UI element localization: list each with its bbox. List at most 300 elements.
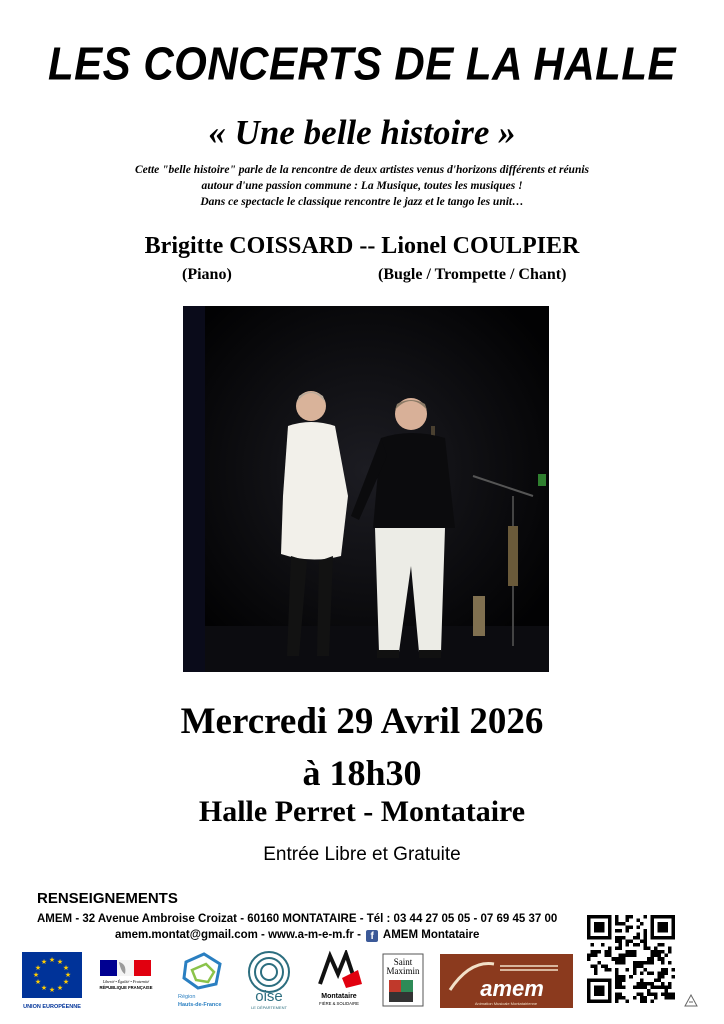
qr-module	[643, 961, 647, 965]
qr-module	[647, 947, 651, 951]
qr-module	[626, 950, 630, 954]
qr-module	[615, 978, 619, 982]
qr-module	[661, 936, 665, 940]
qr-module	[615, 971, 619, 975]
qr-module	[643, 996, 647, 1000]
qr-module	[664, 996, 668, 1000]
qr-module	[661, 961, 665, 965]
qr-module	[657, 915, 661, 919]
qr-module	[608, 996, 612, 1000]
qr-module	[661, 968, 665, 972]
saint-label: Saint	[393, 957, 413, 967]
qr-module	[594, 985, 598, 989]
qr-module	[626, 919, 630, 923]
qr-module	[629, 915, 633, 919]
qr-module	[664, 926, 668, 930]
qr-module	[633, 964, 637, 968]
qr-module	[671, 926, 675, 930]
address-line: AMEM - 32 Avenue Ambroise Croizat - 60160 MONTATAIRE - Tél : 03 44 27 05 05 - 07 69 45 37 00	[37, 913, 558, 925]
qr-module	[598, 915, 602, 919]
qr-module	[668, 996, 672, 1000]
artists-photo	[183, 306, 549, 672]
description-line: Cette "belle histoire" parle de la rencontre de deux artistes venus d'horizons différents et réunis	[134, 164, 590, 176]
event-time: à 18h30	[302, 753, 422, 793]
qr-module	[636, 961, 640, 965]
qr-module	[661, 957, 665, 961]
qr-module	[643, 982, 647, 986]
qr-module	[591, 936, 595, 940]
qr-module	[650, 985, 654, 989]
qr-module	[594, 915, 598, 919]
qr-module	[643, 933, 647, 937]
qr-module	[654, 915, 658, 919]
qr-module	[591, 915, 595, 919]
qr-module	[594, 978, 598, 982]
montataire-label: Montataire	[321, 993, 357, 1000]
qr-module	[587, 982, 591, 986]
qr-module	[587, 926, 591, 930]
info-heading: RENSEIGNEMENTS	[37, 890, 178, 907]
qr-module	[608, 968, 612, 972]
qr-module	[664, 915, 668, 919]
qr-module	[601, 922, 605, 926]
qr-module	[598, 929, 602, 933]
qr-module	[640, 922, 644, 926]
qr-module	[619, 961, 623, 965]
qr-module	[647, 957, 651, 961]
qr-module	[626, 999, 630, 1003]
qr-module	[626, 968, 630, 972]
qr-module	[598, 926, 602, 930]
qr-module	[619, 940, 623, 944]
qr-module	[608, 936, 612, 940]
svg-text:★: ★	[62, 964, 70, 972]
qr-module	[601, 929, 605, 933]
qr-module	[594, 954, 598, 958]
qr-module	[622, 996, 626, 1000]
qr-module	[636, 992, 640, 996]
qr-module	[615, 982, 619, 986]
qr-module	[661, 992, 665, 996]
svg-text:★: ★	[48, 986, 56, 994]
qr-module	[622, 975, 626, 979]
qr-module	[650, 936, 654, 940]
qr-module	[594, 929, 598, 933]
qr-module	[668, 985, 672, 989]
qr-module	[633, 936, 637, 940]
qr-module	[629, 940, 633, 944]
qr-module	[601, 999, 605, 1003]
qr-module	[643, 999, 647, 1003]
qr-module	[668, 982, 672, 986]
qr-module	[598, 985, 602, 989]
oise-sub: LE DÉPARTEMENT	[251, 1005, 287, 1010]
qr-module	[650, 915, 654, 919]
qr-module	[629, 950, 633, 954]
description-line: autour d'une passion commune : La Musique, toutes les musiques !	[201, 180, 523, 192]
qr-module	[657, 950, 661, 954]
qr-module	[615, 968, 619, 972]
qr-module	[657, 954, 661, 958]
qr-module	[619, 954, 623, 958]
qr-module	[587, 936, 591, 940]
oise-logo	[243, 950, 295, 1010]
qr-module	[591, 978, 595, 982]
qr-module	[650, 992, 654, 996]
svg-text:★: ★	[56, 958, 64, 966]
qr-module	[587, 919, 591, 923]
qr-module	[587, 954, 591, 958]
qr-module	[661, 975, 665, 979]
qr-module	[671, 996, 675, 1000]
qr-module	[598, 992, 602, 996]
qr-module	[619, 996, 623, 1000]
qr-module	[615, 992, 619, 996]
qr-module	[633, 950, 637, 954]
qr-module	[636, 936, 640, 940]
qr-module	[636, 933, 640, 937]
qr-module	[650, 999, 654, 1003]
svg-text:★: ★	[40, 984, 48, 992]
qr-module	[615, 936, 619, 940]
qr-module	[640, 978, 644, 982]
amem-logo	[440, 950, 573, 1010]
qr-module	[615, 947, 619, 951]
qr-module	[622, 978, 626, 982]
qr-module	[594, 926, 598, 930]
qr-module	[601, 989, 605, 993]
qr-module	[664, 968, 668, 972]
region-name: Hauts-de-France	[178, 1002, 222, 1008]
qr-module	[668, 936, 672, 940]
qr-module	[629, 975, 633, 979]
qr-module	[619, 992, 623, 996]
qr-module	[643, 936, 647, 940]
qr-module	[622, 954, 626, 958]
qr-module	[650, 929, 654, 933]
qr-module	[619, 929, 623, 933]
qr-module	[608, 978, 612, 982]
qr-module	[647, 971, 651, 975]
qr-module	[619, 982, 623, 986]
qr-module	[598, 978, 602, 982]
maximin-label: Maximin	[386, 966, 420, 976]
qr-module	[636, 982, 640, 986]
rf-motto: Liberté • Égalité • Fraternité	[102, 979, 150, 984]
qr-module	[643, 968, 647, 972]
qr-module	[643, 943, 647, 947]
qr-module	[664, 985, 668, 989]
svg-text:★: ★	[62, 978, 70, 986]
qr-module	[654, 985, 658, 989]
role-piano: (Piano)	[182, 266, 232, 283]
qr-module	[591, 943, 595, 947]
entry-info: Entrée Libre et Gratuite	[263, 844, 461, 865]
qr-module	[671, 968, 675, 972]
qr-module	[633, 996, 637, 1000]
svg-text:★: ★	[40, 958, 48, 966]
qr-module	[591, 950, 595, 954]
qr-module	[622, 957, 626, 961]
qr-code[interactable]	[587, 915, 675, 1003]
qr-module	[668, 947, 672, 951]
qr-module	[594, 968, 598, 972]
qr-module	[633, 971, 637, 975]
qr-module	[619, 947, 623, 951]
qr-module	[608, 999, 612, 1003]
qr-module	[601, 936, 605, 940]
qr-module	[661, 971, 665, 975]
qr-module	[633, 985, 637, 989]
qr-module	[619, 975, 623, 979]
qr-module	[643, 929, 647, 933]
qr-module	[594, 999, 598, 1003]
qr-module	[587, 933, 591, 937]
qr-module	[598, 989, 602, 993]
qr-module	[587, 915, 591, 919]
qr-module	[671, 992, 675, 996]
qr-module	[622, 922, 626, 926]
qr-module	[643, 940, 647, 944]
qr-module	[661, 926, 665, 930]
qr-module	[587, 922, 591, 926]
qr-module	[629, 954, 633, 958]
qr-module	[664, 989, 668, 993]
qr-module	[615, 996, 619, 1000]
qr-module	[647, 992, 651, 996]
qr-module	[654, 936, 658, 940]
qr-module	[664, 992, 668, 996]
qr-module	[661, 929, 665, 933]
qr-module	[598, 950, 602, 954]
qr-module	[587, 992, 591, 996]
qr-module	[664, 929, 668, 933]
qr-module	[594, 950, 598, 954]
qr-module	[605, 999, 609, 1003]
qr-module	[608, 933, 612, 937]
qr-module	[594, 989, 598, 993]
qr-module	[605, 950, 609, 954]
event-venue: Halle Perret - Montataire	[198, 795, 526, 828]
qr-module	[591, 999, 595, 1003]
qr-module	[668, 915, 672, 919]
qr-module	[622, 936, 626, 940]
amem-label: amem	[480, 976, 544, 1001]
qr-module	[671, 915, 675, 919]
saint-maximin-logo	[381, 950, 425, 1010]
qr-module	[615, 922, 619, 926]
qr-module	[633, 968, 637, 972]
qr-module	[608, 982, 612, 986]
region-hauts-de-france-logo	[176, 950, 230, 1010]
qr-module	[598, 922, 602, 926]
qr-module	[650, 982, 654, 986]
qr-module	[594, 971, 598, 975]
qr-module	[654, 992, 658, 996]
qr-module	[650, 954, 654, 958]
qr-module	[640, 940, 644, 944]
qr-module	[601, 943, 605, 947]
qr-module	[598, 999, 602, 1003]
qr-module	[664, 954, 668, 958]
qr-module	[601, 915, 605, 919]
qr-module	[640, 996, 644, 1000]
qr-module	[615, 999, 619, 1003]
qr-module	[608, 985, 612, 989]
qr-module	[671, 929, 675, 933]
poster-subtitle: « Une belle histoire »	[208, 113, 516, 152]
contact-email-web: amem.montat@gmail.com - www.a-m-e-m.fr -	[115, 929, 365, 941]
facebook-icon: f	[366, 930, 378, 942]
qr-module	[654, 950, 658, 954]
qr-module	[601, 926, 605, 930]
qr-module	[619, 943, 623, 947]
qr-module	[650, 926, 654, 930]
rf-label: RÉPUBLIQUE FRANÇAISE	[99, 985, 153, 990]
qr-module	[640, 992, 644, 996]
qr-module	[640, 964, 644, 968]
qr-module	[661, 985, 665, 989]
qr-module	[605, 954, 609, 958]
qr-module	[647, 982, 651, 986]
qr-module	[615, 975, 619, 979]
qr-module	[657, 936, 661, 940]
qr-module	[626, 943, 630, 947]
qr-module	[650, 957, 654, 961]
qr-module	[657, 985, 661, 989]
qr-module	[668, 961, 672, 965]
qr-module	[601, 978, 605, 982]
qr-module	[626, 940, 630, 944]
qr-module	[633, 961, 637, 965]
qr-module	[640, 985, 644, 989]
role-bugle: (Bugle / Trompette / Chant)	[378, 266, 567, 283]
recycle-icon	[684, 994, 698, 1008]
qr-module	[587, 978, 591, 982]
qr-module	[650, 971, 654, 975]
montataire-sub: FIÈRE & SOLIDAIRE	[319, 1001, 359, 1006]
qr-module	[661, 943, 665, 947]
qr-module	[671, 922, 675, 926]
republique-francaise-logo	[97, 950, 155, 1010]
qr-module	[608, 989, 612, 993]
qr-module	[612, 957, 616, 961]
qr-module	[615, 961, 619, 965]
qr-module	[619, 936, 623, 940]
qr-module	[591, 964, 595, 968]
qr-module	[654, 978, 658, 982]
qr-module	[594, 992, 598, 996]
qr-module	[636, 985, 640, 989]
qr-module	[643, 947, 647, 951]
qr-module	[619, 957, 623, 961]
qr-module	[668, 992, 672, 996]
qr-module	[608, 992, 612, 996]
qr-module	[643, 915, 647, 919]
qr-module	[619, 922, 623, 926]
qr-module	[626, 954, 630, 958]
qr-module	[647, 961, 651, 965]
qr-module	[650, 919, 654, 923]
qr-module	[633, 954, 637, 958]
qr-module	[671, 975, 675, 979]
qr-module	[657, 957, 661, 961]
svg-text:★: ★	[34, 978, 42, 986]
qr-module	[661, 915, 665, 919]
qr-module	[626, 915, 630, 919]
svg-text:★: ★	[64, 971, 72, 979]
qr-module	[608, 922, 612, 926]
qr-module	[587, 999, 591, 1003]
qr-module	[598, 936, 602, 940]
qr-module	[605, 968, 609, 972]
qr-module	[587, 957, 591, 961]
qr-module	[591, 954, 595, 958]
amem-sub: Animation Musicale Montatairienne	[474, 1001, 538, 1006]
qr-module	[636, 919, 640, 923]
qr-module	[640, 982, 644, 986]
qr-module	[657, 929, 661, 933]
qr-module	[671, 919, 675, 923]
qr-module	[608, 950, 612, 954]
qr-module	[661, 950, 665, 954]
description-line: Dans ce spectacle le classique rencontre le jazz et le tango les unit…	[200, 196, 524, 208]
qr-module	[657, 926, 661, 930]
qr-module	[626, 929, 630, 933]
qr-module	[615, 919, 619, 923]
qr-module	[615, 940, 619, 944]
qr-module	[615, 929, 619, 933]
qr-module	[605, 936, 609, 940]
qr-module	[640, 999, 644, 1003]
qr-module	[636, 943, 640, 947]
poster-title: LES CONCERTS DE LA HALLE	[47, 37, 677, 90]
qr-module	[619, 978, 623, 982]
qr-module	[608, 915, 612, 919]
artists-names: Brigitte COISSARD -- Lionel COULPIER	[144, 233, 580, 259]
qr-module	[650, 961, 654, 965]
svg-text:★: ★	[48, 956, 56, 964]
svg-text:★: ★	[32, 971, 40, 979]
qr-module	[622, 961, 626, 965]
qr-module	[661, 922, 665, 926]
qr-module	[668, 950, 672, 954]
qr-module	[664, 971, 668, 975]
qr-module	[636, 964, 640, 968]
description	[60, 162, 664, 210]
svg-text:★: ★	[34, 964, 42, 972]
qr-module	[650, 950, 654, 954]
qr-module	[615, 957, 619, 961]
qr-module	[587, 985, 591, 989]
qr-module	[608, 947, 612, 951]
qr-module	[601, 964, 605, 968]
qr-module	[594, 922, 598, 926]
qr-module	[661, 982, 665, 986]
qr-module	[626, 926, 630, 930]
qr-module	[629, 926, 633, 930]
qr-module	[587, 989, 591, 993]
eu-label: UNION EUROPÉENNE	[23, 1004, 81, 1010]
qr-module	[657, 922, 661, 926]
qr-module	[650, 933, 654, 937]
qr-module	[608, 926, 612, 930]
qr-module	[633, 943, 637, 947]
qr-module	[640, 961, 644, 965]
qr-module	[608, 919, 612, 923]
qr-module	[654, 996, 658, 1000]
montataire-logo	[312, 950, 366, 1010]
